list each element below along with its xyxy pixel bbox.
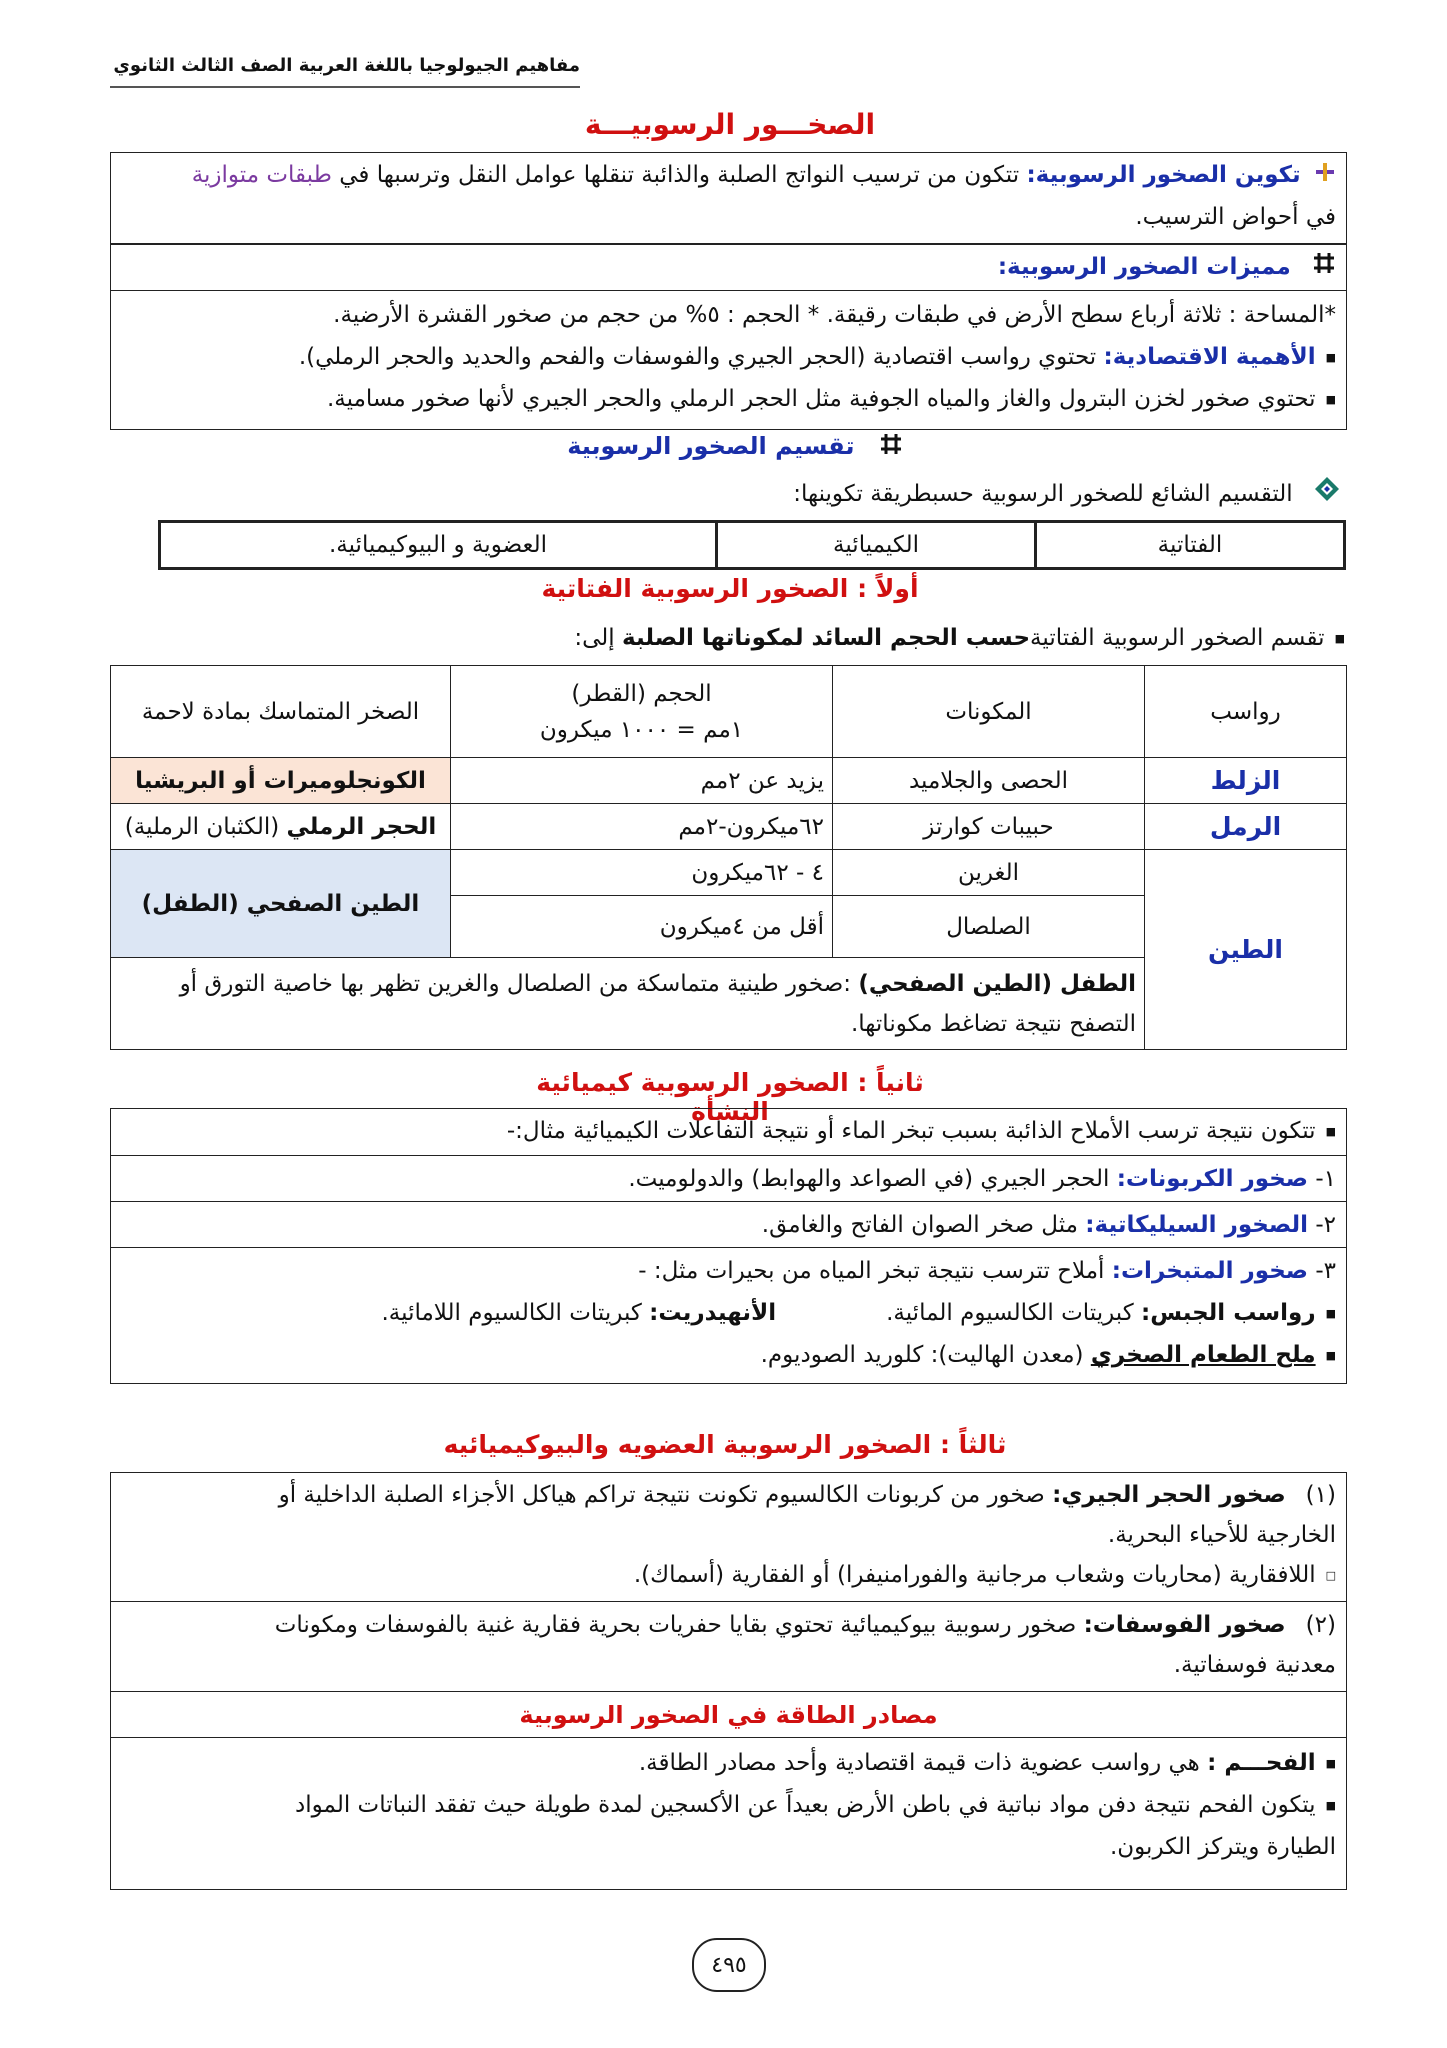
- formation-highlight: طبقات متوازية: [191, 162, 332, 188]
- deposit-mud: الطين: [1145, 850, 1347, 1050]
- clastic-intro-bold: حسب الحجم السائد لمكوناتها الصلبة: [622, 625, 1031, 651]
- features-box: [110, 244, 1347, 430]
- rock-conglomerate: الكونجلوميرات أو البريشيا: [111, 758, 451, 804]
- col-components: المكونات: [833, 666, 1145, 758]
- type-organic: العضوية و البيوكيميائية.: [160, 522, 717, 569]
- classification-heading: تقسيم الصخور الرسوبية: [567, 432, 855, 460]
- features-area-size: *المساحة : ثلاثة أرباع سطح الأرض في طبقات رقيقة. * الحجم : ٥% من حجم من صخور القشرة الأرضية.: [333, 302, 1336, 328]
- features-heading: مميزات الصخور الرسوبية:: [997, 254, 1291, 280]
- chem-gypsum-anhydrite: ■رواسب الجبس: كبريتات الكالسيوم المائية.الأنهيدريت: كبريتات الكالسيوم اللامائية.: [381, 1300, 1336, 1326]
- chem-evaporites: ٣- صخور المتبخرات: أملاح تترسب نتيجة تبخر المياه من بحيرات مثل: -: [638, 1258, 1336, 1284]
- formation-line-1: [121, 155, 1336, 196]
- chemical-intro: ■تتكون نتيجة ترسب الأملاح الذائبة بسبب تبخر الماء أو نتيجة التفاعلات الكيميائية مثال:-: [506, 1118, 1336, 1144]
- clastic-intro: ■تقسم الصخور الرسوبية الفتاتيةحسب الحجم السائد لمكوناتها الصلبة إلى:: [574, 625, 1345, 651]
- features-storage: ■تحتوي صخور لخزن البترول والغاز والمياه الجوفية مثل الحجر الرملي والحجر الجيري لأنها صخور مسامية.: [327, 386, 1336, 412]
- formation-line-2: في أحواض الترسيب.: [1135, 204, 1336, 230]
- features-econ: ■الأهمية الاقتصادية: تحتوي رواسب اقتصادية (الحجر الجيري والفوسفات والفحم والحديد والحجر الرملي).: [298, 344, 1336, 370]
- col-size: الحجم (القطر) ١مم = ١٠٠٠ ميكرون: [451, 666, 833, 758]
- coal-definition: ■الفحـــم : هي رواسب عضوية ذات قيمة اقتصادية وأحد مصادر الطاقة.: [638, 1750, 1336, 1776]
- star-bullet-icon: [1314, 156, 1336, 196]
- hash-icon: [1312, 248, 1336, 288]
- clastic-table: [110, 665, 1347, 1050]
- header-title: مفاهيم الجيولوجيا باللغة العربية الصف الثالث الثانوي: [113, 54, 580, 76]
- col-deposits: رواسب: [1145, 666, 1347, 758]
- formation-text-a: تتكون من ترسيب النواتج الصلبة والذائبة تنقلها عوامل النقل وترسبها في: [331, 162, 1027, 188]
- page-number: ٤٩٥: [692, 1938, 766, 1992]
- organic-phosphate: (٢)صخور الفوسفات: صخور رسوبية بيوكيميائية تحتوي بقايا حفريات بحرية فقارية غنية بالفوسفات ومكونات: [274, 1612, 1336, 1638]
- classification-heading-row: [560, 432, 910, 462]
- storage-text: تحتوي صخور لخزن البترول والغاز والمياه الجوفية مثل الحجر الرملي والحجر الجيري لأنها صخور مسامية.: [327, 386, 1316, 412]
- classification-intro-row: [600, 474, 1340, 515]
- organic-limestone: (١)صخور الحجر الجيري: صخور من كربونات الكالسيوم تكونت نتيجة تراكم هياكل الأجزاء الصلبة الداخلية أو: [278, 1482, 1336, 1508]
- econ-text: تحتوي رواسب اقتصادية (الحجر الجيري والفوسفات والفحم والحديد والحجر الرملي).: [298, 344, 1104, 370]
- deposit-sand: الرمل: [1145, 804, 1347, 850]
- organic-box: (١)صخور الحجر الجيري: صخور من كربونات الكالسيوم تكونت نتيجة تراكم هياكل الأجزاء الصلبة الداخلية أو الخارجية للأحياء البحرية. □اللافقارية (محاريات وشعاب مرجانية والفورامنيفرا) أو الفقارية (أسماك). (٢)صخور الفوسفات: صخور رسوبية بيوكيميائية تحتوي بقايا حفريات بحرية فقارية غنية بالفوسفات ومكونات معدنية فوسفاتية. مصادر الطاقة في الصخور الرسوبية ■الفحـــم : هي رواسب عضوية ذات قيمة اقتصادية وأحد مصادر الطاقة. ■يتكون الفحم نتيجة دفن مواد نباتية في باطن الأرض بعيداً عن الأكسجين لمدة طويلة حيث تفقد النباتات المواد الطيارة ويتركز الكربون.: [110, 1472, 1347, 1890]
- table-row: الطين الغرين ٤ - ٦٢ميكرون الطين الصفحي (الطفل): [111, 850, 1347, 896]
- chem-carbonates: ١- صخور الكربونات: الحجر الجيري (في الصواعد والهوابط) والدولوميت.: [628, 1166, 1336, 1192]
- deposit-gravel: الزلط: [1145, 758, 1347, 804]
- rock-sandstone: الحجر الرملي (الكثبان الرملية): [111, 804, 451, 850]
- coal-formation: ■يتكون الفحم نتيجة دفن مواد نباتية في باطن الأرض بعيداً عن الأكسجين لمدة طويلة حيث تفقد النباتات المواد: [295, 1792, 1336, 1818]
- econ-label: الأهمية الاقتصادية:: [1103, 344, 1316, 370]
- classification-table: [158, 520, 1346, 570]
- formation-label: تكوين الصخور الرسوبية:: [1026, 162, 1301, 188]
- features-heading-row: [121, 247, 1336, 288]
- hash-icon: [879, 432, 903, 462]
- diamond-bullet-icon: [1314, 475, 1340, 515]
- table-row: الزلط الحصى والجلاميد يزيد عن ٢مم الكونجلوميرات أو البريشيا: [111, 758, 1347, 804]
- shale-note: الطفل (الطين الصفحي) :صخور طينية متماسكة من الصلصال والغرين تظهر بها خاصية التورق أو التصفح نتيجة تضاغط مكوناتها.: [111, 958, 1145, 1050]
- organic-heading: ثالثاً : الصخور الرسوبية العضويه والبيوكيميائيه: [443, 1430, 1007, 1459]
- page-header: [110, 44, 580, 88]
- main-title: الصخـــور الرسوبيـــة: [584, 108, 876, 141]
- chemical-box: [110, 1108, 1347, 1384]
- formation-box: [110, 152, 1347, 244]
- type-chemical: الكيميائية: [717, 522, 1036, 569]
- col-rock: الصخر المتماسك بمادة لاحمة: [111, 666, 451, 758]
- chemical-heading: ثانياً : الصخور الرسوبية كيميائية النشأة: [536, 1068, 924, 1126]
- clastic-heading: أولاً : الصخور الرسوبية الفتاتية: [541, 574, 919, 603]
- chem-silicates: ٢- الصخور السيليكاتية: مثل صخر الصوان الفاتح والغامق.: [761, 1212, 1336, 1238]
- rock-shale: الطين الصفحي (الطفل): [111, 850, 451, 958]
- type-clastic: الفتاتية: [1036, 522, 1345, 569]
- table-row: الرمل حبيبات كوارتز ٦٢ميكرون-٢مم الحجر الرملي (الكثبان الرملية): [111, 804, 1347, 850]
- classification-intro: التقسيم الشائع للصخور الرسوبية حسبطريقة تكوينها:: [793, 481, 1293, 507]
- organic-limestone-types: □اللافقارية (محاريات وشعاب مرجانية والفورامنيفرا) أو الفقارية (أسماك).: [633, 1562, 1336, 1588]
- energy-heading: مصادر الطاقة في الصخور الرسوبية: [519, 1701, 938, 1729]
- chem-rock-salt: ■ملح الطعام الصخري (معدن الهاليت): كلوريد الصوديوم.: [760, 1342, 1336, 1368]
- table-row: الصلصال أقل من ٤ميكرون: [111, 896, 1347, 958]
